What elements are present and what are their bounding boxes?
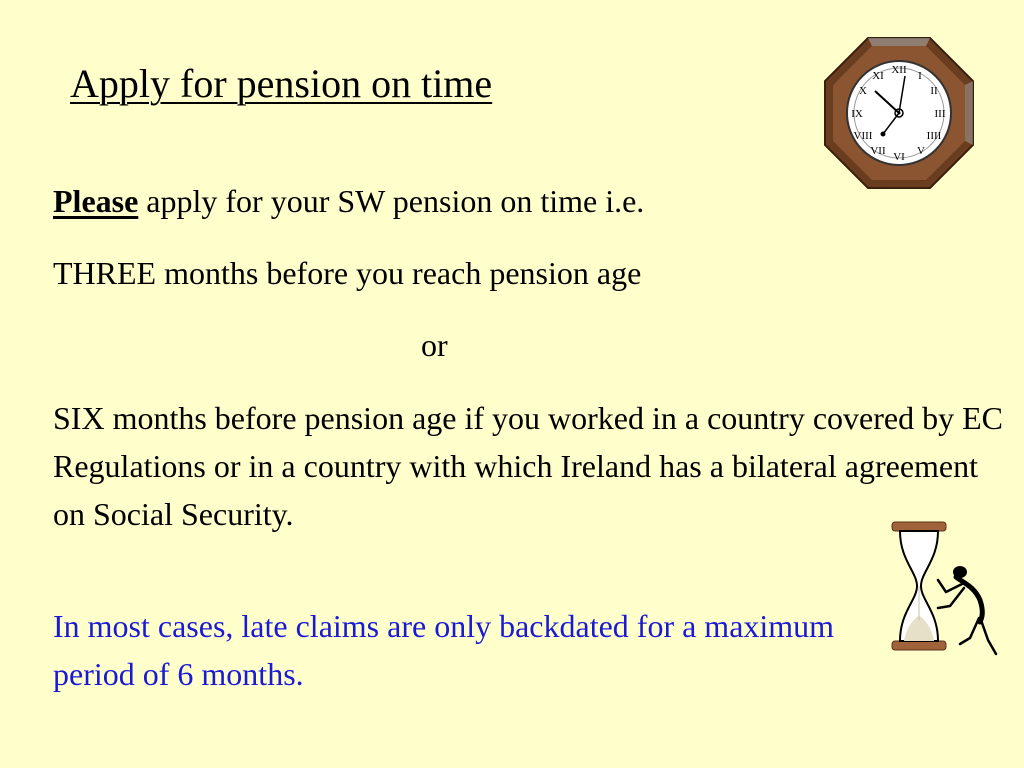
svg-text:IIII: IIII: [926, 130, 942, 142]
six-months-paragraph: SIX months before pension age if you worked in a country covered by EC Regulations or in a country with which Ireland has a bilateral agreement on Social Security.: [53, 400, 1003, 532]
or-separator: or: [421, 327, 448, 363]
svg-text:V: V: [917, 145, 925, 157]
intro-line-text: apply for your SW pension on time i.e.: [138, 183, 645, 219]
backdate-note: In most cases, late claims are only backdated for a maximum period of 6 months.: [53, 608, 835, 692]
slide-title: Apply for pension on time: [70, 61, 493, 106]
svg-text:VI: VI: [893, 151, 905, 163]
svg-text:I: I: [918, 70, 922, 82]
please-emphasis: Please: [53, 183, 139, 219]
svg-text:VIII: VIII: [853, 130, 873, 142]
svg-text:X: X: [859, 85, 867, 97]
svg-text:III: III: [934, 108, 946, 120]
hourglass-figure-icon: [884, 520, 1002, 662]
svg-text:II: II: [930, 85, 938, 97]
clock-icon: [823, 36, 975, 190]
svg-text:XII: XII: [891, 64, 907, 76]
svg-text:XI: XI: [872, 70, 884, 82]
svg-text:VII: VII: [870, 145, 886, 157]
intro-line: [53, 182, 644, 220]
three-months-line: THREE months before you reach pension age: [53, 255, 642, 291]
svg-text:IX: IX: [851, 108, 863, 120]
